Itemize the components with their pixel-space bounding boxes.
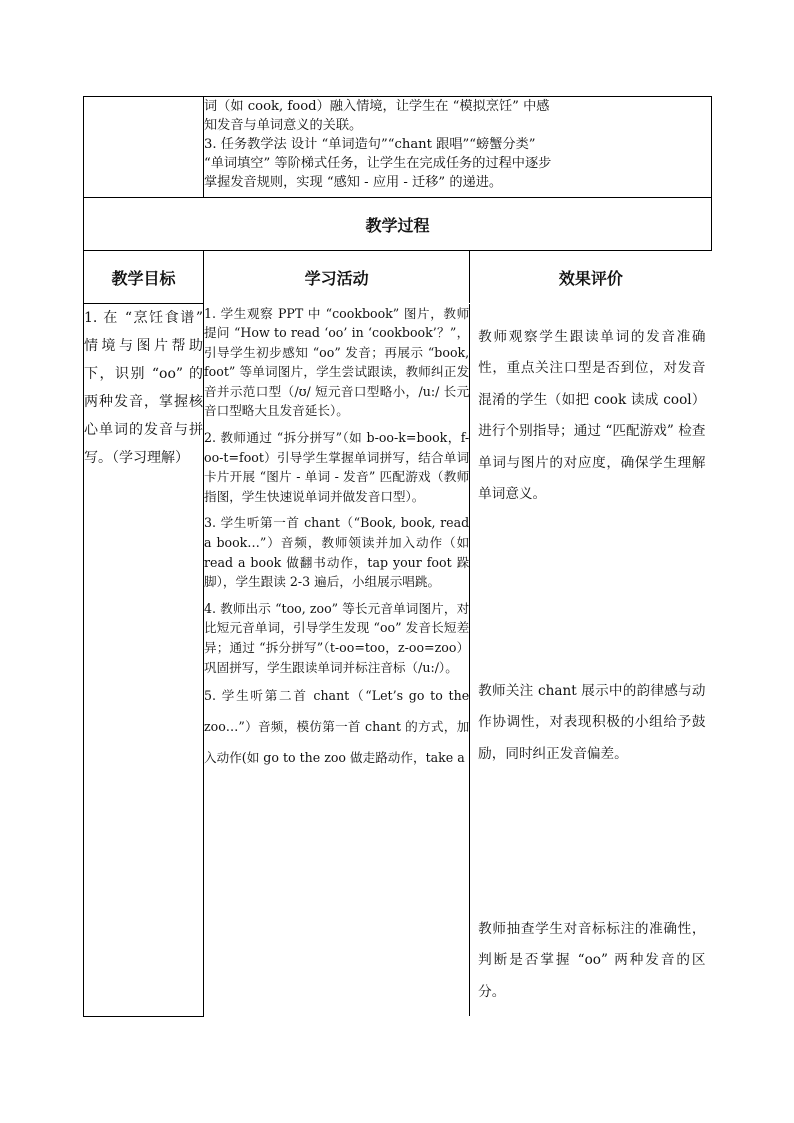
activity-item: 3. 学生听第一首 chant（“Book, book, read a book…”）音频，教师领读并加入动作（如 read a book 做翻书动作，tap your foot 跺脚），学生跟读 2-3 遍后，小组展示唱跳。: [204, 515, 470, 590]
teaching-method-label-cell: [84, 97, 204, 198]
method-line: 掌握发音规则，实现 “感知 - 应用 - 迁移” 的递进。: [204, 175, 503, 190]
activity-item: 4. 教师出示 “too, zoo” 等长元音单词图片，对比短元音单词，引导学生发现 “oo” 发音长短差异；通过 “拆分拼写”（t-oo=too，z-oo=zoo）巩固拼写，学生跟读单词并标注音标（/u:/）。: [204, 600, 470, 675]
process-body-row: [84, 304, 712, 1017]
activity-item: 2. 教师通过 “拆分拼写”（如 b-oo-k=book，f-oo-t=foot）引导学生掌握单词拼写，结合单词卡片开展 “图片 - 单词 - 发音” 匹配游戏（教师指图，学生快速说单词并做发音口型）。: [204, 430, 470, 504]
body-split: [204, 304, 712, 1017]
method-line: 词（如 cook, food）融入情境，让学生在 “模拟烹饪” 中感: [204, 99, 550, 114]
goal-cell: 1. 在 “烹饪食谱” 情境与图片帮助下，识别 “oo” 的两种发音，掌握核心单词的发音与拼写。（学习理解）: [84, 304, 204, 1017]
header-activity: 学习活动: [204, 251, 470, 303]
evaluation-item: 教师关注 chant 展示中的韵律感与动作协调性，对表现积极的小组给予鼓励，同时纠正发音偏差。: [478, 682, 706, 762]
activity-item: 5. 学生听第二首 chant（“Let’s go to the zoo…”）音频，模仿第一首 chant 的方式，加入动作(如 go to the zoo 做走路动作，take a: [204, 688, 470, 766]
section-title: 教学过程: [84, 198, 712, 251]
teaching-method-cell: [204, 97, 712, 198]
method-line: “单词填空” 等阶梯式任务，让学生在完成任务的过程中逐步: [204, 156, 552, 171]
method-line: 知发音与单词意义的关联。: [204, 118, 363, 133]
header-goal: 教学目标: [84, 251, 204, 304]
method-line: 3. 任务教学法 设计 “单词造句”“chant 跟唱”“螃蟹分类”: [204, 137, 536, 152]
header-subtable: [204, 251, 712, 303]
teaching-method-row: [84, 97, 712, 198]
column-header-row: [84, 251, 712, 304]
lesson-plan-table: [83, 96, 712, 1017]
evaluation-cell: [470, 304, 712, 1016]
body-subtable: [204, 304, 712, 1016]
section-title-row: [84, 198, 712, 251]
evaluation-item: 教师抽查学生对音标标注的准确性，判断是否掌握 “oo” 两种发音的区分。: [478, 920, 706, 1000]
evaluation-item: 教师观察学生跟读单词的发音准确性，重点关注口型是否到位，对发音混淆的学生（如把 cook 读成 cool）进行个别指导；通过 “匹配游戏” 检查单词与图片的对应度，确保学生理解单词意义。: [478, 328, 706, 502]
header-evaluation: 效果评价: [470, 251, 712, 303]
header-split: [204, 251, 712, 304]
activity-item: 1. 学生观察 PPT 中 “cookbook” 图片，教师提问 “How to read ‘oo’ in ‘cookbook’？”，引导学生初步感知 “oo” 发音；再展示 “book, foot” 等单词图片，学生尝试跟读，教师纠正发音并示范口型（/ʊ/ 短元音口型略小，/u:/ 长元音口型略大且发音延长）。: [204, 305, 470, 419]
activity-cell: [204, 304, 470, 1016]
